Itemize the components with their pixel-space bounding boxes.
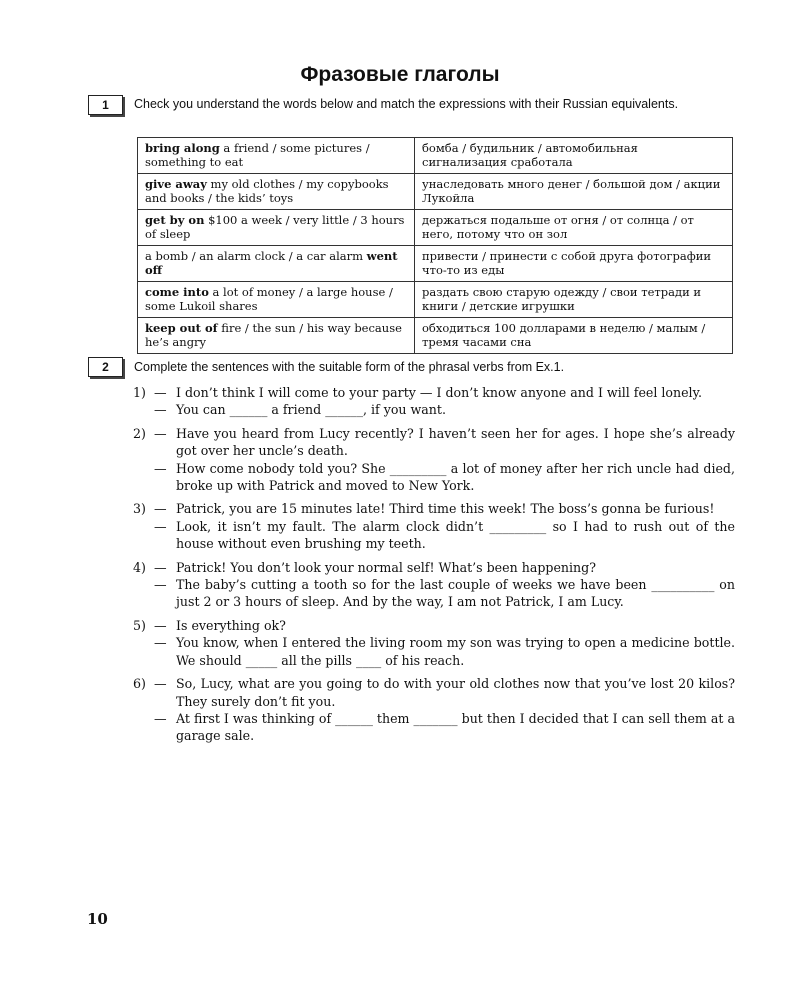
dialog-item bbox=[133, 425, 735, 495]
table-row bbox=[138, 138, 733, 174]
expression-objects: a bomb / an alarm clock / a car alarm bbox=[145, 249, 367, 263]
russian-equivalent-cell: бомба / будильник / автомобильная сигнализация сработала bbox=[415, 138, 733, 174]
russian-equivalent-cell: унаследовать много денег / большой дом / акции Лукойла bbox=[415, 174, 733, 210]
exercise-2-instruction: Complete the sentences with the suitable form of the phrasal verbs from Ex.1. bbox=[134, 360, 565, 374]
dialog-text: Patrick, you are 15 minutes late! Third time this week! The boss’s gonna be furious! bbox=[176, 501, 715, 517]
dialog-item-number: 5) bbox=[133, 617, 146, 633]
expression-objects: a lot of money / a large house / some Lukoil shares bbox=[145, 285, 393, 313]
dialog-text: The baby’s cutting a tooth so for the last couple of weeks we have been __________ on just 2 or 3 hours of sleep. And by the way, I am not Patrick, I am Lucy. bbox=[176, 577, 735, 610]
dialog-text: Patrick! You don’t look your normal self! What’s been happening? bbox=[176, 559, 596, 575]
dialog-dash: — bbox=[154, 501, 167, 517]
dialog-item-number: 6) bbox=[133, 676, 146, 692]
page-title: Фразовые глаголы bbox=[300, 63, 500, 86]
dialog-text: Have you heard from Lucy recently? I haven’t seen her for ages. I hope she’s already got over her uncle’s death. bbox=[176, 425, 735, 459]
dialog-line bbox=[154, 384, 735, 401]
dialog-item bbox=[133, 617, 735, 669]
phrasal-verb: bring along bbox=[145, 141, 220, 155]
english-expression-cell bbox=[138, 210, 415, 246]
table-row bbox=[138, 282, 733, 318]
expression-objects: $100 a week / very little / 3 hours of sleep bbox=[145, 213, 405, 241]
dialog-dash: — bbox=[154, 460, 167, 476]
dialog-line bbox=[154, 401, 735, 418]
phrasal-verb: get by on bbox=[145, 213, 205, 227]
dialog-item bbox=[133, 384, 735, 419]
table-row bbox=[138, 210, 733, 246]
russian-equivalent-cell: обходиться 100 долларами в неделю / малым / тремя часами сна bbox=[415, 318, 733, 354]
phrasal-verb: give away bbox=[145, 177, 207, 191]
expression-objects: fire / the sun / his way because he’s angry bbox=[145, 321, 402, 349]
exercise-2-number: 2 bbox=[88, 357, 123, 377]
dialog-line bbox=[154, 710, 735, 745]
russian-equivalent-cell: привести / принести с собой друга фотографии что-то из еды bbox=[415, 246, 733, 282]
table-row bbox=[138, 174, 733, 210]
dialog-text: You know, when I entered the living room my son was trying to open a medicine bottle. We should _____ all the pills ____ of his reach. bbox=[176, 635, 735, 668]
dialog-text: You can ______ a friend ______, if you want. bbox=[176, 402, 446, 418]
dialog-text: I don’t think I will come to your party — I don’t know anyone and I will feel lonely. bbox=[176, 385, 703, 400]
dialog-dash: — bbox=[154, 710, 167, 726]
dialog-item-number: 3) bbox=[133, 501, 146, 517]
russian-equivalent-cell: раздать свою старую одежду / свои тетради и книги / детские игрушки bbox=[415, 282, 733, 318]
dialog-item-number: 2) bbox=[133, 425, 146, 441]
dialog-line bbox=[154, 617, 735, 634]
dialog-line bbox=[154, 634, 735, 669]
english-expression-cell bbox=[138, 174, 415, 210]
dialog-dash: — bbox=[154, 559, 167, 575]
dialog-text: How come nobody told you? She _________ a lot of money after her rich uncle had died, broke up with Patrick and moved to New York. bbox=[176, 460, 735, 494]
dialog-line bbox=[154, 460, 735, 495]
table-row bbox=[138, 246, 733, 282]
phrasal-verb: come into bbox=[145, 285, 209, 299]
dialog-item bbox=[133, 675, 735, 745]
phrasal-verb: went off bbox=[145, 249, 398, 277]
dialog-item bbox=[133, 500, 735, 552]
dialog-item bbox=[133, 559, 735, 611]
dialog-line bbox=[154, 675, 735, 710]
table-row bbox=[138, 318, 733, 354]
page-number: 10 bbox=[87, 910, 108, 928]
dialog-dash: — bbox=[154, 617, 167, 633]
dialog-line bbox=[154, 500, 735, 517]
dialog-text: So, Lucy, what are you going to do with your old clothes now that you’ve lost 20 kilos? They surely don’t fit you. bbox=[176, 676, 735, 709]
dialog-line bbox=[154, 518, 735, 553]
dialog-dash: — bbox=[154, 635, 167, 651]
dialog-text: At first I was thinking of ______ them _______ but then I decided that I can sell them at a garage sale. bbox=[176, 710, 735, 744]
dialog-item-number: 1) bbox=[133, 385, 146, 400]
english-expression-cell bbox=[138, 318, 415, 354]
dialog-item-number: 4) bbox=[133, 559, 146, 575]
exercise-2-dialogs bbox=[133, 384, 735, 751]
dialog-dash: — bbox=[154, 676, 167, 692]
dialog-dash: — bbox=[154, 425, 167, 441]
dialog-text: Is everything ok? bbox=[176, 617, 286, 633]
english-expression-cell bbox=[138, 138, 415, 174]
russian-equivalent-cell: держаться подальше от огня / от солнца / от него, потому что он зол bbox=[415, 210, 733, 246]
dialog-text: Look, it isn’t my fault. The alarm clock didn’t _________ so I had to rush out of the house without even brushing my teeth. bbox=[176, 518, 735, 552]
english-expression-cell bbox=[138, 246, 415, 282]
expression-objects: a friend / some pictures / something to eat bbox=[145, 141, 370, 169]
dialog-line bbox=[154, 576, 735, 611]
dialog-line bbox=[154, 425, 735, 460]
english-expression-cell bbox=[138, 282, 415, 318]
dialog-dash: — bbox=[154, 577, 167, 593]
exercise-1-instruction: Check you understand the words below and match the expressions with their Russian equivalents. bbox=[134, 97, 679, 111]
exercise-1-number: 1 bbox=[88, 95, 123, 115]
phrasal-verb: keep out of bbox=[145, 321, 218, 335]
dialog-dash: — bbox=[154, 402, 167, 418]
dialog-line bbox=[154, 559, 735, 576]
dialog-dash: — bbox=[154, 385, 167, 400]
dialog-dash: — bbox=[154, 518, 167, 534]
phrasal-verbs-table bbox=[137, 137, 733, 354]
expression-objects: my old clothes / my copybooks and books / the kids’ toys bbox=[145, 177, 389, 205]
